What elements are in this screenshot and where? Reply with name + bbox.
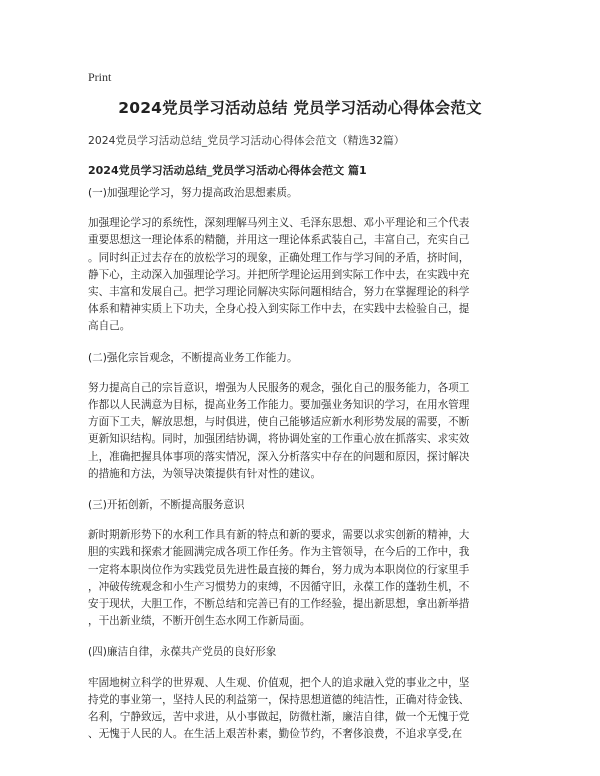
text-line: 新时期新形势下的水利工作具有新的特点和新的要求，需要以求实创新的精神，大 — [88, 529, 470, 542]
text-line: 作都以人民满意为目标，提高业务工作能力。要加强业务知识的学习，在用水管理 — [88, 399, 470, 412]
text-line: 高自己。 — [88, 320, 131, 333]
block-paragraph — [88, 527, 516, 630]
text-line: 持党的事业第一，坚持人民的利益第一，保持思想道德的纯洁性，正确对待金钱、 — [88, 693, 470, 706]
text-line: 体系和精神实质上下功夫，全身心投入到实际工作中去，在实践中去检验自己，提 — [88, 303, 470, 316]
block-paragraph — [88, 380, 516, 483]
block-heading: (二)强化宗旨观念，不断提高业务工作能力。 — [88, 351, 298, 364]
text-line: 重要思想这一理论体系的精髓，并用这一理论体系武装自己，丰富自己，充实自己 — [88, 234, 470, 247]
block-1 — [88, 185, 516, 336]
block-paragraph — [88, 675, 516, 744]
text-line: ，干出新业绩，不断开创生态水网工作新局面。 — [88, 615, 311, 628]
block-2 — [88, 350, 516, 483]
text-line: 上，准确把握具体事项的落实情况，深入分析落实中存在的问题和原因，探讨解决 — [88, 450, 470, 463]
section-title: 2024党员学习活动总结_党员学习活动心得体会范文 篇1 — [88, 164, 367, 177]
block-paragraph — [88, 215, 516, 335]
text-line: 名利，宁静致远，苦中求进，从小事做起，防微杜渐，廉洁自律，做一个无愧于党 — [88, 711, 470, 724]
print-link[interactable]: Print — [88, 70, 112, 84]
text-line: 的措施和方法，为领导决策提供有针对性的建议。 — [88, 467, 322, 480]
text-line: 胆的实践和探索才能圆满完成各项工作任务。作为主管领导，在今后的工作中，我 — [88, 546, 470, 559]
article-body — [88, 185, 516, 757]
page-subtitle: 2024党员学习活动总结_党员学习活动心得体会范文（精选32篇） — [88, 134, 405, 147]
text-line: 实、丰富和发展自己。把学习理论同解决实际问题相结合，努力在掌握理论的科学 — [88, 286, 470, 299]
text-line: 加强理论学习的系统性，深刻理解马列主义、毛泽东思想、邓小平理论和三个代表 — [88, 217, 470, 230]
text-line: 一定将本职岗位作为实践党员先进性最直接的舞台，努力成为本职岗位的行家里手 — [88, 563, 470, 576]
text-line: 。同时纠正过去存在的放松学习的现象，正确处理工作与学习间的矛盾，挤时间， — [88, 251, 470, 264]
block-heading: (三)开拓创新，不断提高服务意识 — [88, 499, 245, 512]
text-line: 更新知识结构。同时，加强团结协调，将协调处室的工作重心放在抓落实、求实效 — [88, 433, 470, 446]
block-4 — [88, 644, 516, 743]
text-line: 努力提高自己的宗旨意识，增强为人民服务的观念，强化自己的服务能力，各项工 — [88, 381, 470, 394]
block-heading: (四)廉洁自律，永葆共产党员的良好形象 — [88, 646, 277, 659]
text-line: 安于现状，大胆工作，不断总结和完善已有的工作经验，提出新思想，拿出新举措 — [88, 598, 470, 611]
text-line: 、无愧于人民的人。在生活上艰苦朴素，勤俭节约，不奢侈浪费，不追求享受,在 — [88, 728, 463, 741]
text-line: 方面下工夫，解放思想，与时俱进，使自己能够适应新水利形势发展的需要，不断 — [88, 416, 470, 429]
page-title: 2024党员学习活动总结 党员学习活动心得体会范文 — [118, 99, 482, 117]
text-line: 牢固地树立科学的世界观、人生观、价值观，把个人的追求融入党的事业之中，坚 — [88, 676, 470, 689]
text-line: 静下心，主动深入加强理论学习。并把所学理论运用到实际工作中去，在实践中充 — [88, 268, 470, 281]
block-heading: (一)加强理论学习，努力提高政治思想素质。 — [88, 187, 298, 199]
block-3 — [88, 497, 516, 630]
text-line: ，冲破传统观念和小生产习惯势力的束缚，不因循守旧，永葆工作的蓬勃生机，不 — [88, 580, 470, 593]
